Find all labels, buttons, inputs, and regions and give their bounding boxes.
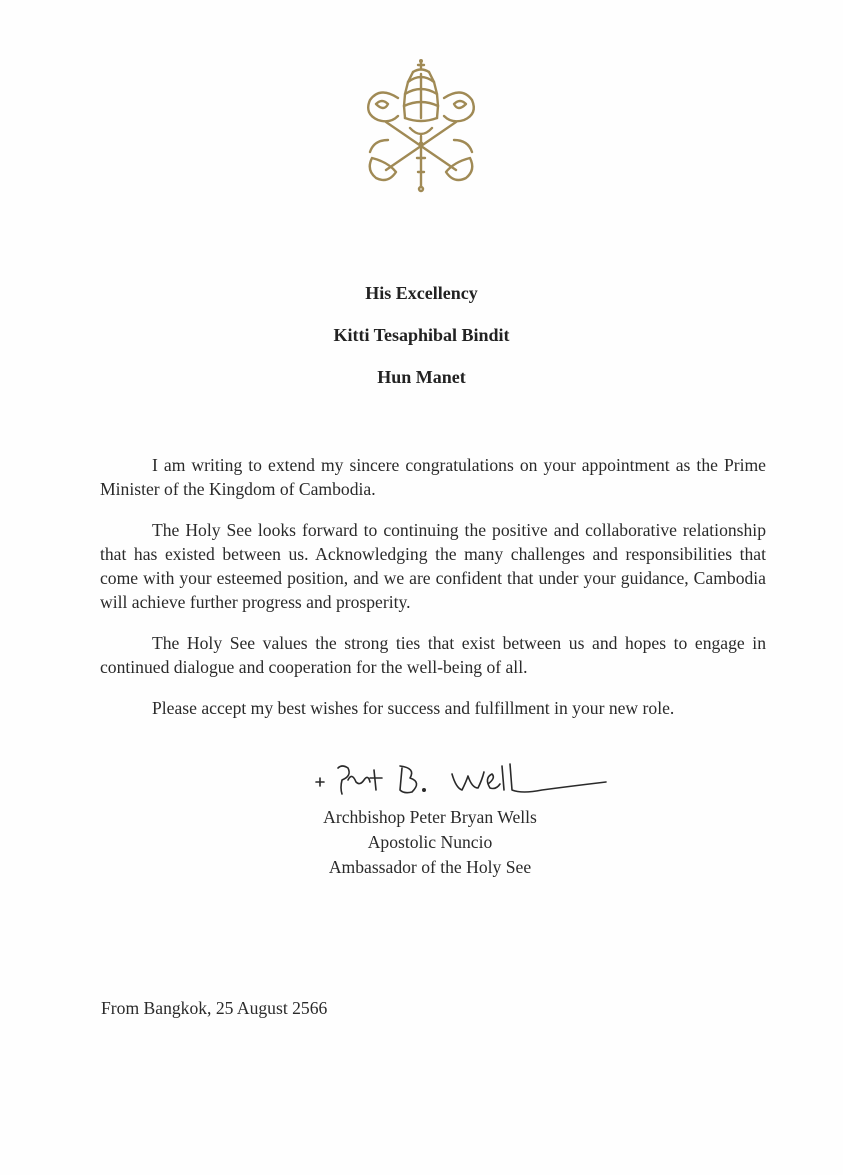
body-paragraph: Please accept my best wishes for success and fulfillment in your new role. (152, 698, 675, 718)
addressee-honorific: His Excellency (365, 283, 478, 303)
signer-role: Ambassador of the Holy See (328, 857, 532, 877)
signer-title: Apostolic Nuncio (367, 832, 493, 852)
addressee-title: Kitti Tesaphibal Bindit (333, 325, 510, 345)
letter-body (100, 453, 766, 737)
body-paragraph: I am writing to extend my sincere congratulations on your appointment as the Prime Minister of the Kingdom of Cambodia. (100, 455, 766, 499)
papal-emblem-icon (358, 58, 484, 194)
place-and-date: From Bangkok, 25 August 2566 (101, 998, 328, 1018)
signer-name: Archbishop Peter Bryan Wells (323, 807, 537, 827)
handwritten-signature (312, 760, 612, 808)
body-paragraph: The Holy See values the strong ties that exist between us and hopes to engage in continued dialogue and cooperation for the well-being of all. (100, 633, 766, 677)
addressee-name: Hun Manet (377, 367, 466, 387)
body-paragraph: The Holy See looks forward to continuing the positive and collaborative relationship that has existed between us. Acknowledging the many challenges and responsibilities that come with your esteemed position, and we are confident that under your guidance, Cambodia will achieve further progress and prosperity. (100, 520, 766, 612)
